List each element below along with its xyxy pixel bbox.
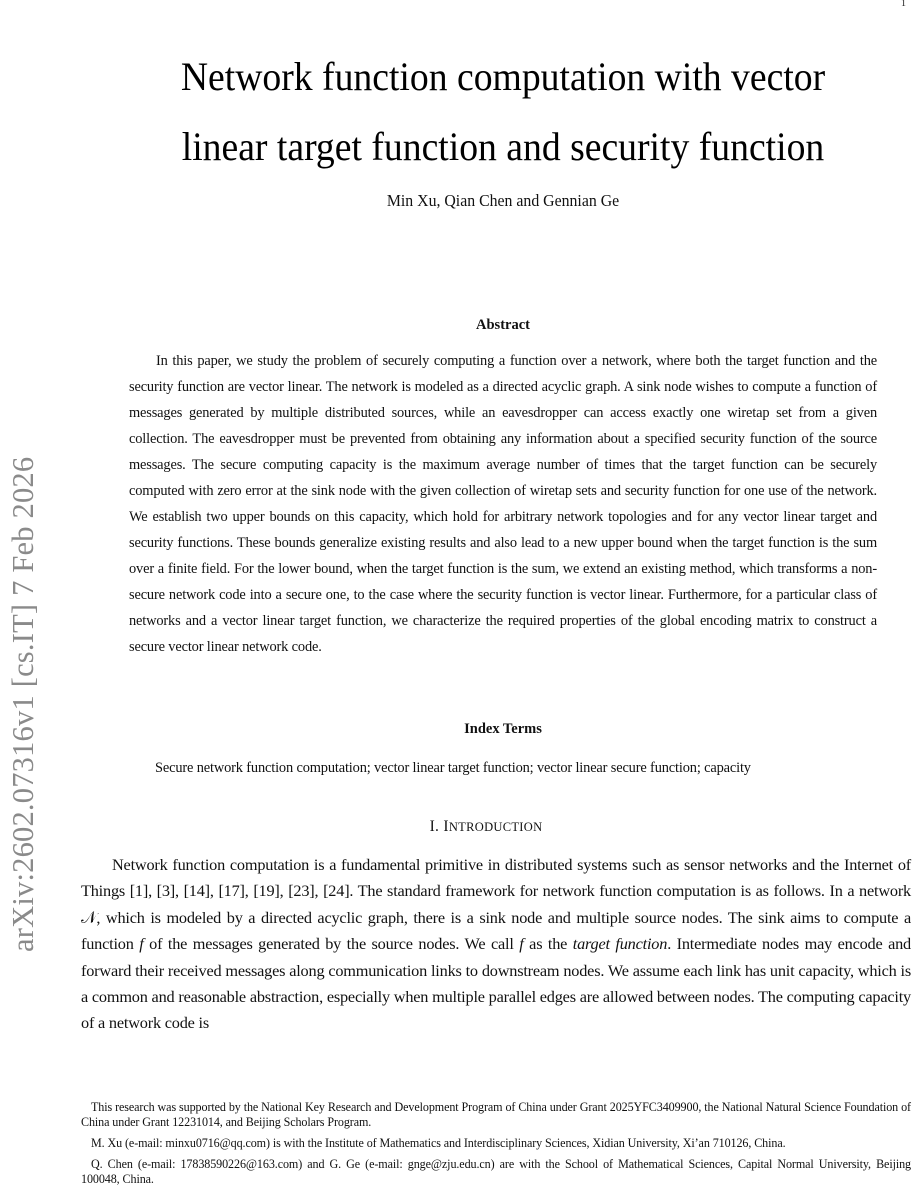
introduction-paragraph: Network function computation is a fundamental primitive in distributed systems such as sensor networks and the Internet of Things [1], [3], [14], [17], [19], [23], [24]. The standard framework for network function computation is as follows. In a network 𝒩, which is modeled by a directed acyclic graph, there is a sink node and multiple source nodes. The sink aims to compute a function f of the messages generated by the source nodes. We call f as the target function. Intermediate nodes may encode and forward their received messages along communication links to downstream nodes. We assume each link has unit capacity, which is a common and reasonable abstraction, especially when multiple parallel edges are allowed between nodes. The computing capacity of a network code is <box>81 855 911 1033</box>
math-variable-f: f <box>139 934 144 954</box>
math-variable-f: f <box>519 934 524 954</box>
arxiv-identifier-stamp: arXiv:2602.07316v1 [cs.IT] 7 Feb 2026 <box>6 456 40 952</box>
page-number: 1 <box>901 0 906 9</box>
funding-footnote: This research was supported by the National Key Research and Development Program of China under Grant 2025YFC3409900, the National Natural Science Foundation of China under Grant 12231014, and Beijing Scholars Program. <box>81 1100 911 1129</box>
title-line-1: Network function computation with vector <box>180 54 826 99</box>
abstract-heading: Abstract <box>476 317 530 333</box>
introduction-heading: I. INTRODUCTION <box>429 818 543 835</box>
index-terms-text: Secure network function computation; vector linear target function; vector linear secure function; capacity <box>155 760 751 776</box>
title-line-2: linear target function and security function <box>181 124 825 169</box>
author-affiliation-footnote: M. Xu (e-mail: minxu0716@qq.com) is with the Institute of Mathematics and Interdisciplinary Sciences, Xidian University, Xi’an 710126, China. <box>91 1136 786 1150</box>
author-list: Min Xu, Qian Chen and Gennian Ge <box>386 191 620 210</box>
footnotes <box>81 1100 911 1193</box>
section-numeral: I. <box>429 818 444 835</box>
abstract-text: In this paper, we study the problem of securely computing a function over a network, where both the target function and the security function are vector linear. The network is modeled as a directed acyclic graph. A sink node wishes to compute a function of messages generated by multiple distributed sources, while an eavesdropper can access exactly one wiretap set from a given collection. The eavesdropper must be prevented from obtaining any information about a specified security function of the source messages. The secure computing capacity is the maximum average number of times that the target function can be securely computed with zero error at the sink node with the given collection of wiretap sets and security function for one use of the network. We establish two upper bounds on this capacity, which hold for arbitrary network topologies and for any vector linear target and security functions. These bounds generalize existing results and also lead to a new upper bound when the target function is the sum over a finite field. For the lower bound, when the target function is the sum, we extend an existing method, which transforms a non-secure network code into a secure one, to the case where the security function is vector linear. Furthermore, for a particular class of networks and a vector linear target function, we characterize the required properties of the global encoding matrix to construct a secure vector linear network code. <box>129 353 877 655</box>
author-affiliation-footnote: Q. Chen (e-mail: 17838590226@163.com) and G. Ge (e-mail: gnge@zju.edu.cn) are with the School of Mathematical Sciences, Capital Normal University, Beijing 100048, China. <box>81 1157 911 1186</box>
index-terms-heading: Index Terms <box>464 721 542 737</box>
paper-title <box>128 42 878 182</box>
emphasized-term: target function <box>572 934 668 954</box>
